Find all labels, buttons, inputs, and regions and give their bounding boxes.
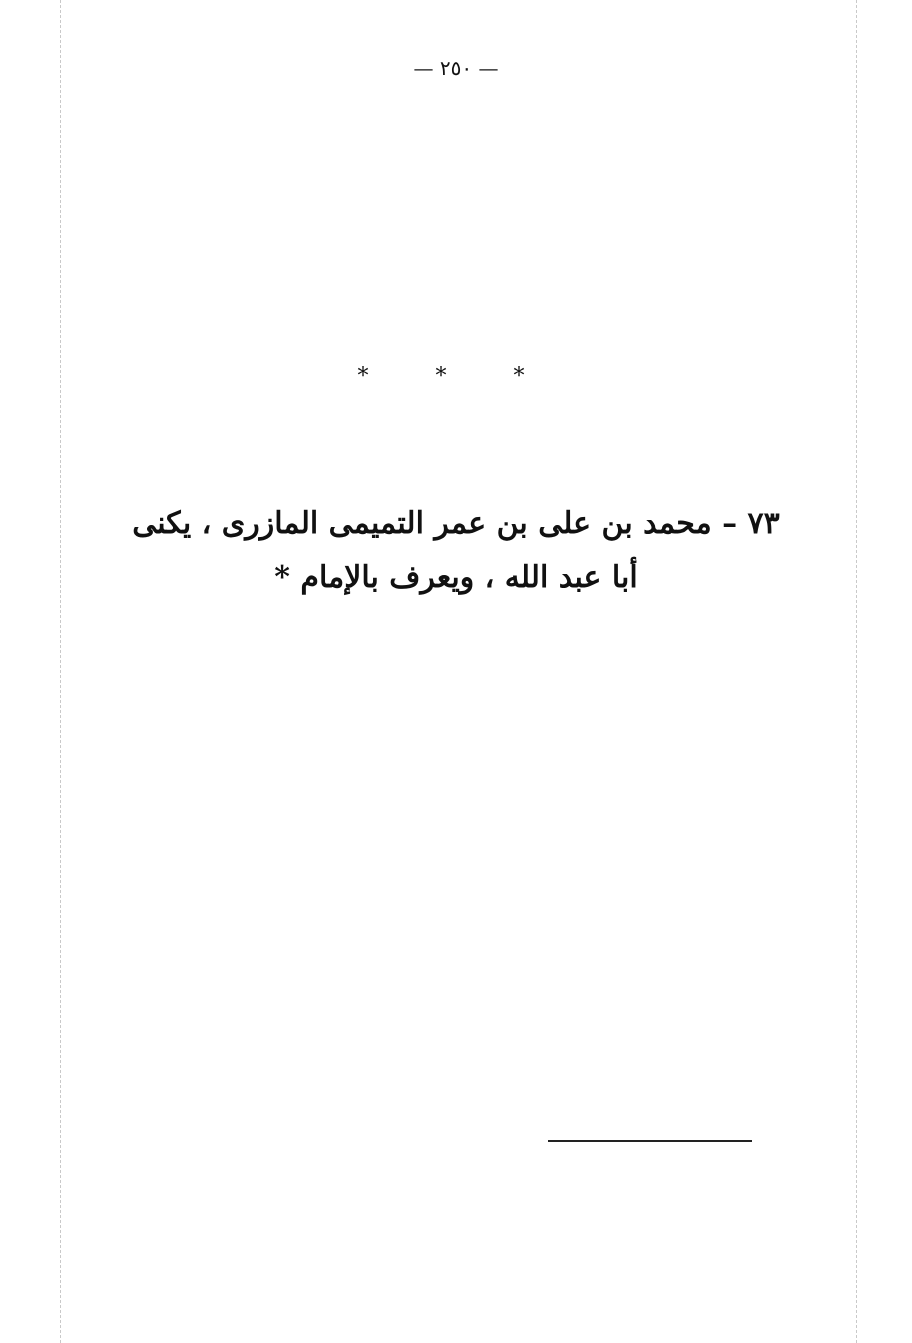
- page-number: — ٢٥٠ —: [413, 56, 499, 80]
- footnote-rule: [548, 1140, 752, 1142]
- scan-guide-line-right: [856, 0, 857, 1343]
- section-separator: * * *: [357, 364, 555, 389]
- entry-heading-line-2: أبا عبد الله ، ويعرف بالإمام *: [274, 560, 638, 595]
- scan-guide-line-left: [60, 0, 61, 1343]
- entry-heading-line-1: ٧٣ – محمد بن على بن عمر التميمى المازرى ، يكنى: [132, 506, 780, 541]
